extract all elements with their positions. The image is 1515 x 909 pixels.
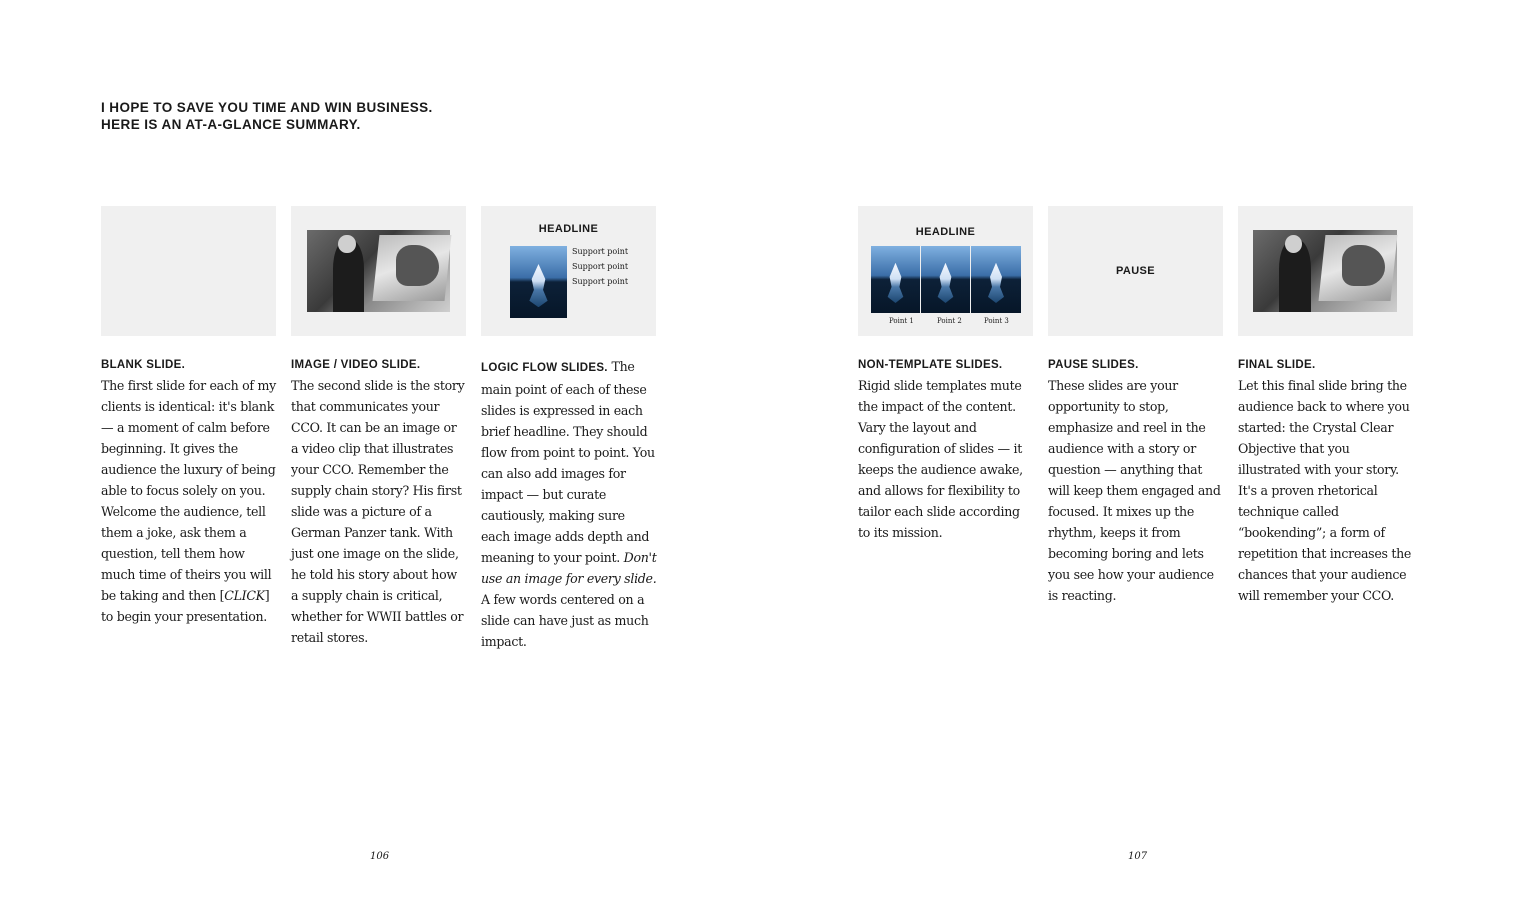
- logic-slide-body: [481, 356, 657, 652]
- support-point-1: Support point: [572, 247, 629, 256]
- iceberg-image-1: [871, 246, 920, 313]
- blank-body-b: ] to begin your presentation.: [101, 588, 270, 624]
- iceberg-shape: [527, 264, 550, 307]
- logic-body-b: A few words centered on a slide can have just as much impact.: [481, 592, 649, 649]
- point-label-3: Point 3: [984, 317, 1009, 325]
- image-slide-thumbnail: [291, 206, 466, 336]
- final-slide-thumbnail: [1238, 206, 1413, 336]
- iceberg-image-2: [921, 246, 970, 313]
- page-number-right: 107: [1128, 851, 1148, 862]
- pause-slide-body: These slides are your opportunity to stop, emphasize and reel in the audience with a story or question — anything that will keep them engaged and focused. It mixes up the rhythm, keeps it from becoming boring and lets you see how your audience is reacting.: [1048, 378, 1221, 603]
- intro-heading: [101, 99, 433, 133]
- iceberg-image: [510, 246, 567, 318]
- support-point-3: Support point: [572, 277, 629, 286]
- presenter-photo: [1253, 230, 1397, 312]
- iceberg-shape: [986, 263, 1006, 303]
- thumb-headline: HEADLINE: [915, 226, 976, 238]
- nontemplate-slide-section: [858, 206, 1034, 543]
- blank-slide-body: [101, 375, 277, 627]
- map-land: [396, 245, 439, 286]
- final-slide-body: Let this final slide bring the audience back to where you started: the Crystal Clear Objective that you illustrated with your story. It's a proven rhetorical technique called “bookending”; a form of repetition that increases the chances that your audience will remember your CCO.: [1238, 378, 1412, 603]
- image-slide-section: [291, 206, 467, 648]
- page-number-left: 106: [370, 851, 390, 862]
- presenter-head: [1285, 235, 1302, 253]
- pause-label: PAUSE: [1115, 265, 1156, 277]
- thumb-headline: HEADLINE: [538, 223, 599, 235]
- nontemplate-slide-thumbnail: [858, 206, 1033, 336]
- final-slide-title: FINAL SLIDE.: [1238, 359, 1316, 371]
- logic-slide-section: [481, 206, 657, 652]
- final-slide-section: [1238, 206, 1414, 606]
- support-point-2: Support point: [572, 262, 629, 271]
- logic-body-a: The main point of each of these slides is expressed in each brief headline. They should flow from point to point. You can also add images for impact — but curate cautiously, making sure each image adds depth and meaning to your point.: [481, 359, 655, 565]
- presenter-head: [338, 235, 355, 253]
- image-slide-body: The second slide is the story that communicates your CCO. It can be an image or a video clip that illustrates your CCO. Remember the supply chain story? His first slide was a picture of a German Panzer tank. With just one image on the slide, he told his story about how a supply chain is critical, whether for WWII battles or retail stores.: [291, 378, 465, 645]
- blank-slide-section: [101, 206, 277, 627]
- nontemplate-slide-title: NON-TEMPLATE SLIDES.: [858, 359, 1003, 371]
- iceberg-image-3: [971, 246, 1021, 313]
- presenter-photo: [307, 230, 450, 312]
- nontemplate-slide-body: Rigid slide templates mute the impact of the content. Vary the layout and configuration of slides — it keeps the audience awake, and allows for flexibility to tailor each slide according to its mission.: [858, 378, 1023, 540]
- logic-body-em: Don't use an image for every slide.: [481, 550, 657, 586]
- blank-slide-thumbnail: [101, 206, 276, 336]
- iceberg-shape: [886, 263, 906, 303]
- iceberg-shape: [936, 263, 956, 303]
- pause-slide-section: [1048, 206, 1224, 606]
- point-label-1: Point 1: [889, 317, 914, 325]
- pause-slide-title: PAUSE SLIDES.: [1048, 359, 1139, 371]
- logic-slide-thumbnail: [481, 206, 656, 336]
- blank-body-a: The first slide for each of my clients is identical: it's blank — a moment of calm before beginning. It gives the audience the luxury of being able to focus solely on you. Welcome the audience, tell them a joke, ask them a question, tell them how much time of theirs you will be taking and then [: [101, 378, 276, 603]
- image-slide-title: IMAGE / VIDEO SLIDE.: [291, 359, 421, 371]
- blank-slide-title: BLANK SLIDE.: [101, 359, 186, 371]
- point-label-2: Point 2: [937, 317, 962, 325]
- blank-body-em: CLICK: [224, 588, 265, 603]
- intro-line-1: I HOPE TO SAVE YOU TIME AND WIN BUSINESS.: [101, 100, 433, 115]
- intro-line-2: HERE IS AN AT-A-GLANCE SUMMARY.: [101, 117, 361, 132]
- logic-slide-title: LOGIC FLOW SLIDES.: [481, 362, 608, 374]
- pause-slide-thumbnail: [1048, 206, 1223, 336]
